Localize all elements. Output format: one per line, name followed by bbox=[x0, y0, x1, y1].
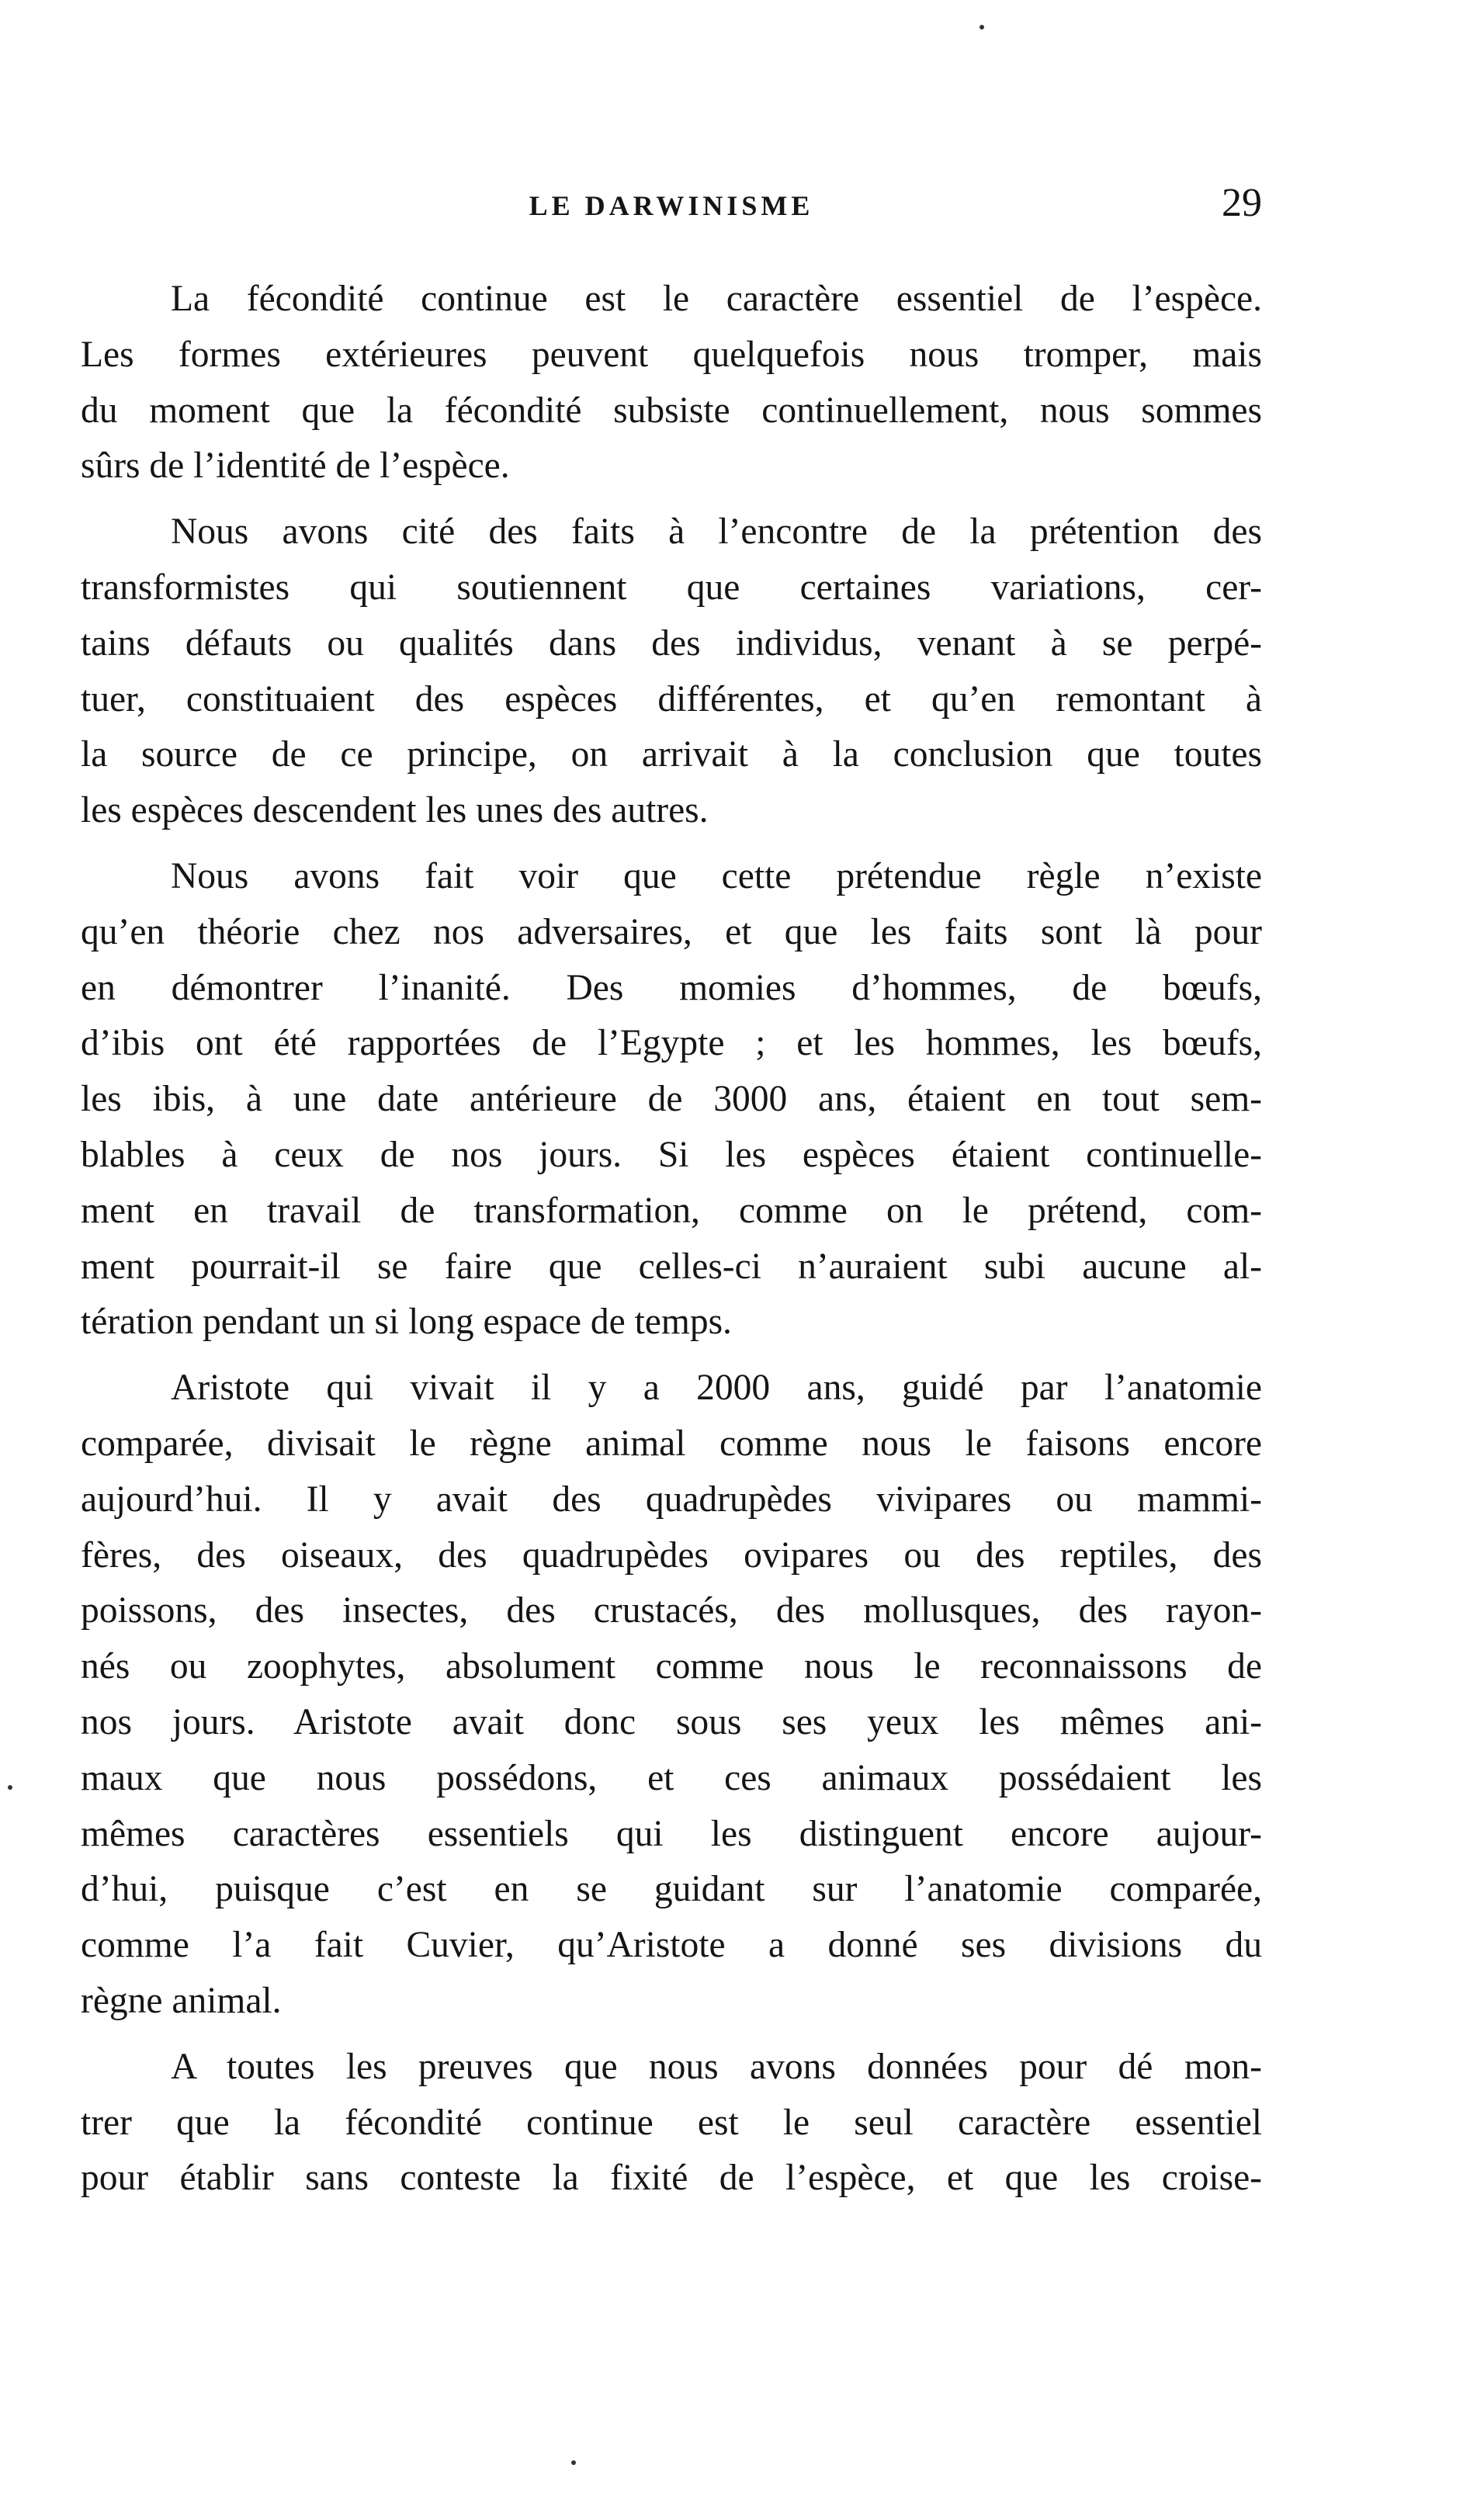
text-line: Aristote qui vivait il y a 2000 ans, guidé par l’anatomie bbox=[171, 1368, 1262, 1409]
print-speck bbox=[8, 1785, 12, 1790]
text-line: comparée, divisait le règne animal comme nous le faisons encore bbox=[81, 1423, 1262, 1464]
running-title: LE DARWINISME bbox=[529, 190, 814, 221]
text-line: règne animal. bbox=[81, 1980, 282, 2021]
text-line: pour établir sans conteste la fixité de l’espèce, et que les croise- bbox=[81, 2158, 1262, 2199]
text-line: ment pourrait-il se faire que celles-ci n’auraient subi aucune al- bbox=[81, 1246, 1262, 1287]
paragraph-3 bbox=[81, 849, 1262, 1350]
text-line: nos jours. Aristote avait donc sous ses yeux les mêmes ani- bbox=[81, 1701, 1262, 1742]
page-number: 29 bbox=[1222, 181, 1262, 225]
text-line: tération pendant un si long espace de temps. bbox=[81, 1302, 732, 1343]
print-speck bbox=[980, 25, 984, 29]
text-line: les espèces descendent les unes des autres. bbox=[81, 790, 709, 831]
text-line: poissons, des insectes, des crustacés, des mollusques, des rayon- bbox=[81, 1590, 1262, 1631]
text-line: Nous avons fait voir que cette prétendue règle n’existe bbox=[171, 855, 1262, 896]
paragraph-2 bbox=[81, 504, 1262, 839]
text-line: les ibis, à une date antérieure de 3000 ans, étaient en tout sem- bbox=[81, 1079, 1262, 1120]
text-line: La fécondité continue est le caractère essentiel de l’espèce. bbox=[171, 279, 1262, 319]
text-line: d’hui, puisque c’est en se guidant sur l’anatomie comparée, bbox=[81, 1869, 1262, 1910]
text-line: transformistes qui soutiennent que certaines variations, cer- bbox=[81, 567, 1262, 608]
text-line: nés ou zoophytes, absolument comme nous le reconnaissons de bbox=[81, 1646, 1262, 1687]
print-speck bbox=[571, 2460, 576, 2465]
text-line: du moment que la fécondité subsiste continuellement, nous sommes bbox=[81, 390, 1262, 431]
text-line: maux que nous possédons, et ces animaux possédaient les bbox=[81, 1757, 1262, 1798]
text-line: mêmes caractères essentiels qui les distinguent encore aujour- bbox=[81, 1813, 1262, 1854]
text-line: Les formes extérieures peuvent quelquefois nous tromper, mais bbox=[81, 334, 1262, 375]
text-line: Nous avons cité des faits à l’encontre de la prétention des bbox=[171, 511, 1262, 553]
text-line: blables à ceux de nos jours. Si les espèces étaient continuelle- bbox=[81, 1134, 1262, 1175]
text-line: tuer, constituaient des espèces différentes, et qu’en remontant à bbox=[81, 678, 1262, 719]
text-line: tains défauts ou qualités dans des individus, venant à se perpé- bbox=[81, 622, 1262, 664]
text-line: aujourd’hui. Il y avait des quadrupèdes vivipares ou mammi- bbox=[81, 1479, 1262, 1520]
body-text bbox=[81, 272, 1262, 2217]
paragraph-4 bbox=[81, 1361, 1262, 2030]
text-line: fères, des oiseaux, des quadrupèdes ovipares ou des reptiles, des bbox=[81, 1534, 1262, 1576]
text-line: trer que la fécondité continue est le seul caractère essentiel bbox=[81, 2102, 1262, 2143]
text-line: ment en travail de transformation, comme on le prétend, com- bbox=[81, 1190, 1262, 1231]
running-head bbox=[81, 180, 1262, 234]
text-line: d’ibis ont été rapportées de l’Egypte ; et les hommes, les bœufs, bbox=[81, 1023, 1262, 1064]
text-line: en démontrer l’inanité. Des momies d’hommes, de bœufs, bbox=[81, 967, 1262, 1008]
text-line: comme l’a fait Cuvier, qu’Aristote a donné ses divisions du bbox=[81, 1925, 1262, 1966]
text-line: A toutes les preuves que nous avons données pour dé mon- bbox=[171, 2046, 1262, 2087]
text-line: la source de ce principe, on arrivait à la conclusion que toutes bbox=[81, 734, 1262, 775]
text-line: qu’en théorie chez nos adversaires, et que les faits sont là pour bbox=[81, 911, 1262, 952]
paragraph-5 bbox=[81, 2040, 1262, 2207]
paragraph-1 bbox=[81, 272, 1262, 494]
text-line: sûrs de l’identité de l’espèce. bbox=[81, 446, 510, 487]
